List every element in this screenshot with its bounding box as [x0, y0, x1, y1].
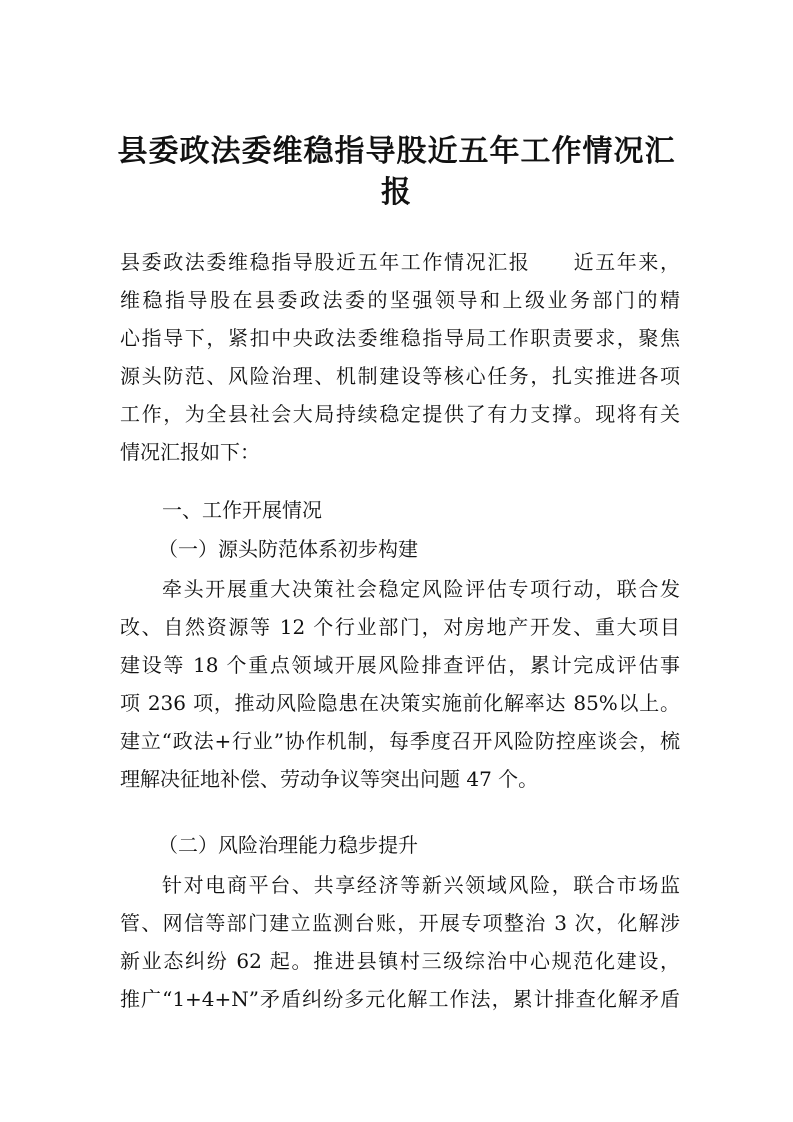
text-line: 针对电商平台、共享经济等新兴领域风险，联合市场监	[162, 873, 680, 897]
text-line: 源头防范、风险治理、机制建设等核心任务，扎实推进各项	[120, 364, 680, 388]
text-line: 管、网信等部门建立监测台账，开展专项整治 3 次，化解涉	[120, 911, 680, 935]
section-heading: 一、工作开展情况	[162, 498, 322, 522]
text-line: 维稳指导股在县委政法委的坚强领导和上级业务部门的精	[120, 288, 680, 312]
text-line: 新业态纠纷 62 起。推进县镇村三级综治中心规范化建设，	[120, 949, 680, 973]
subsection-heading: （一）源头防范体系初步构建	[158, 537, 418, 561]
text-line: 情况汇报如下：	[120, 440, 260, 464]
text-line: 项 236 项，推动风险隐患在决策实施前化解率达 85%以上。	[120, 691, 680, 715]
text-line: 建立“政法+行业”协作机制，每季度召开风险防控座谈会，梳	[120, 729, 680, 753]
text-line: 改、自然资源等 12 个行业部门，对房地产开发、重大项目	[120, 615, 680, 639]
text-line: 牵头开展重大决策社会稳定风险评估专项行动，联合发	[162, 577, 680, 601]
document-title-line-1: 县委政法委维稳指导股近五年工作情况汇	[117, 134, 676, 169]
document-title-line-2: 报	[381, 175, 412, 210]
text-line: 工作，为全县社会大局持续稳定提供了有力支撑。现将有关	[120, 402, 680, 426]
text-line: 县委政法委维稳指导股近五年工作情况汇报 近五年来，	[120, 250, 680, 274]
subsection-heading: （二）风险治理能力稳步提升	[158, 833, 418, 857]
text-line: 推广“1+4+N”矛盾纠纷多元化解工作法，累计排查化解矛盾	[120, 987, 680, 1011]
text-line: 理解决征地补偿、劳动争议等突出问题 47 个。	[120, 767, 539, 791]
text-line: 建设等 18 个重点领域开展风险排查评估，累计完成评估事	[120, 653, 680, 677]
text-line: 心指导下，紧扣中央政法委维稳指导局工作职责要求，聚焦	[120, 326, 680, 350]
